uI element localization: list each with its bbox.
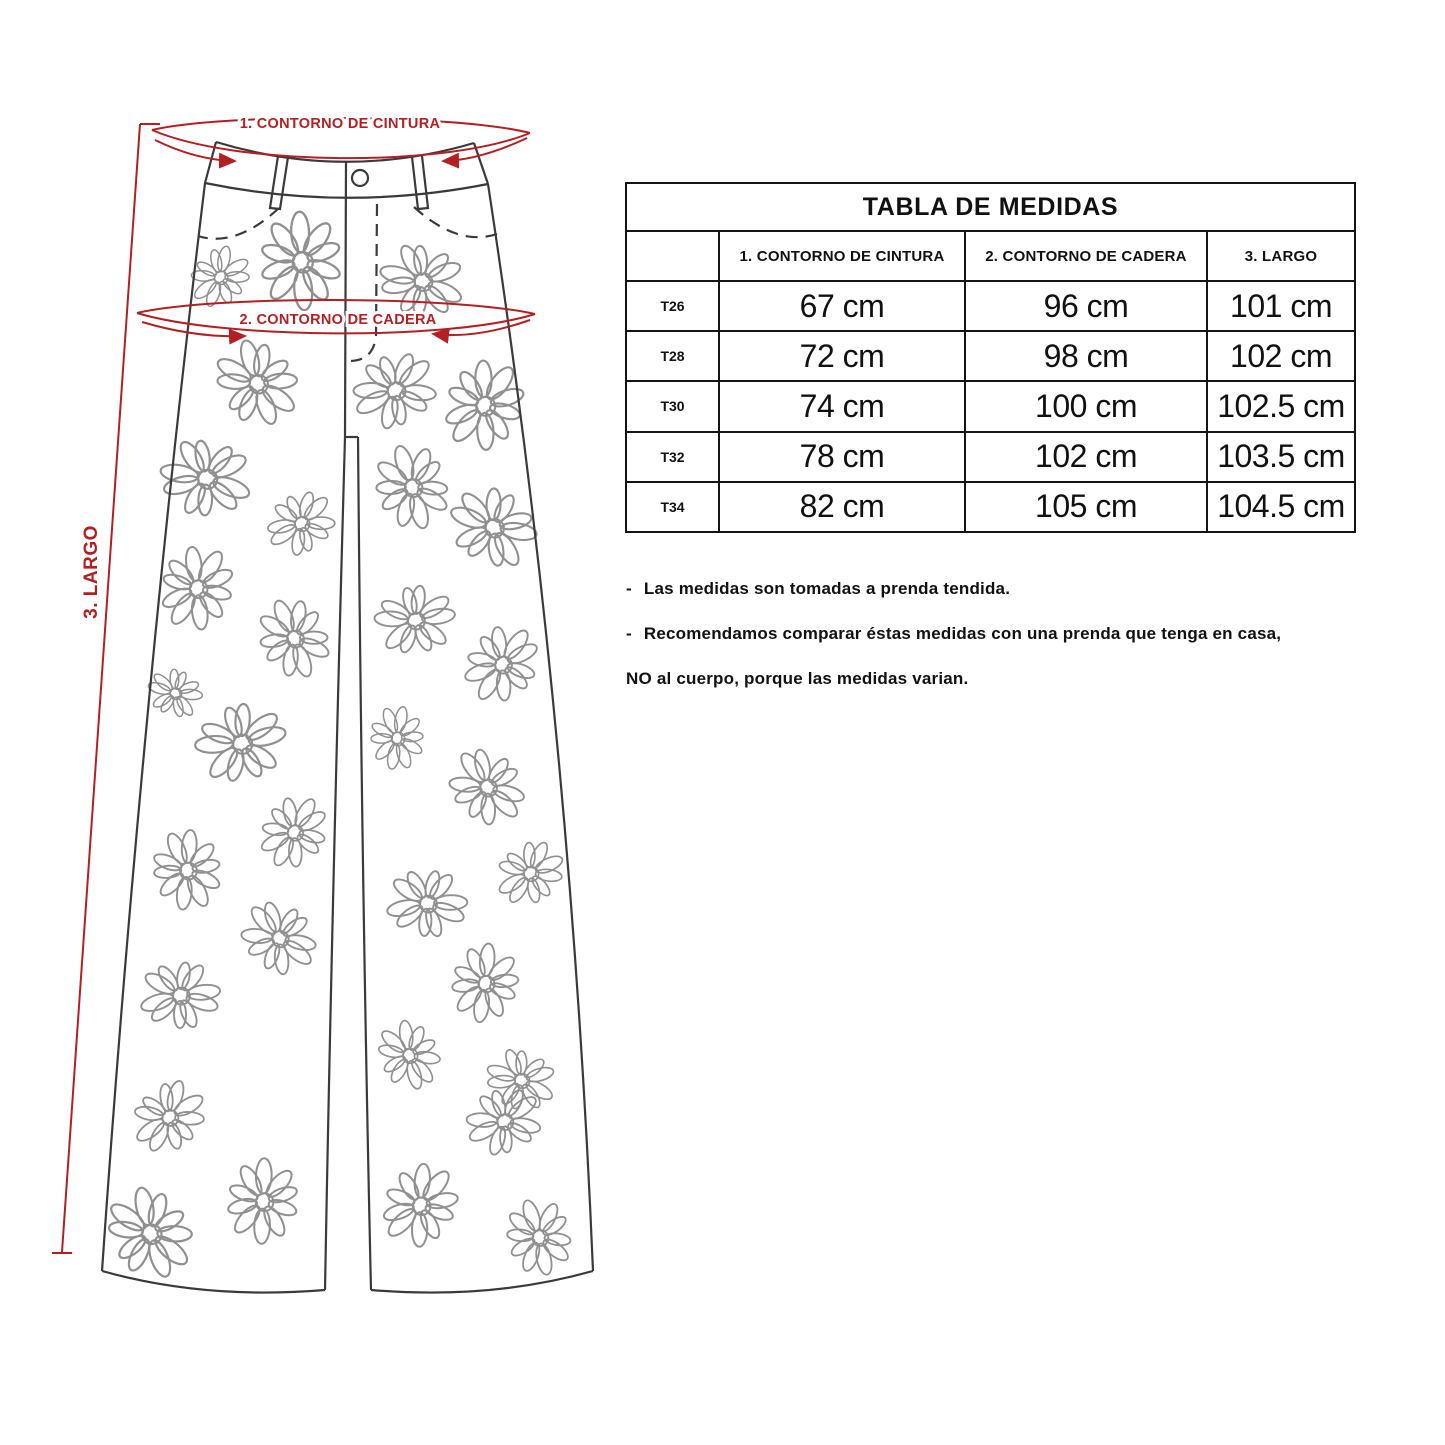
hip-label: 2. CONTORNO DE CADERA <box>239 312 437 328</box>
size-table <box>625 182 1356 533</box>
fly-stitch <box>351 204 377 361</box>
waist-arrow-right <box>444 138 527 161</box>
row-size-label: T28 <box>627 332 718 380</box>
table-cell: 102 cm <box>966 433 1206 481</box>
table-cell: 82 cm <box>720 483 964 531</box>
note-text: NO al cuerpo, porque las medidas varian. <box>626 668 969 688</box>
table-cell: 98 cm <box>966 332 1206 380</box>
right-pocket-curve <box>414 207 497 237</box>
button-icon <box>352 170 368 186</box>
belt-loop-right <box>412 156 428 209</box>
row-size-label: T32 <box>627 433 718 481</box>
right-inner-seam <box>358 437 371 1290</box>
stitch-lines <box>198 204 497 361</box>
table-cell: 102.5 cm <box>1208 382 1354 430</box>
notes-block <box>626 566 1416 701</box>
table-header-empty <box>627 232 718 280</box>
row-size-label: T26 <box>627 282 718 330</box>
daisy-pattern-icon <box>107 211 571 1279</box>
hip-arrow-right <box>434 320 530 335</box>
left-pocket-curve <box>198 208 279 239</box>
table-cell: 72 cm <box>720 332 964 380</box>
table-cell: 96 cm <box>966 282 1206 330</box>
table-header-waist: 1. CONTORNO DE CINTURA <box>720 232 964 280</box>
note-dash: - <box>626 623 632 643</box>
row-size-label: T30 <box>627 382 718 430</box>
row-size-label: T34 <box>627 483 718 531</box>
table-cell: 74 cm <box>720 382 964 430</box>
waistband-right-end <box>474 143 488 184</box>
table-cell: 102 cm <box>1208 332 1354 380</box>
table-title: TABLA DE MEDIDAS <box>627 184 1354 230</box>
length-dimension-line <box>62 124 140 1252</box>
table-cell: 105 cm <box>966 483 1206 531</box>
right-outer-seam <box>488 184 593 1271</box>
right-hem <box>371 1271 593 1293</box>
note-line <box>626 611 1416 656</box>
waist-label: 1. CONTORNO DE CINTURA <box>239 116 441 132</box>
left-hem <box>102 1271 325 1293</box>
table-cell: 103.5 cm <box>1208 433 1354 481</box>
note-line <box>626 656 1416 701</box>
table-cell: 67 cm <box>720 282 964 330</box>
note-text: Las medidas son tomadas a prenda tendida. <box>643 578 1011 598</box>
note-text: Recomendamos comparar éstas medidas con una prenda que tenga en casa, <box>643 623 1282 643</box>
table-header-length: 3. LARGO <box>1208 232 1354 280</box>
table-cell: 101 cm <box>1208 282 1354 330</box>
table-cell: 104.5 cm <box>1208 483 1354 531</box>
table-cell: 100 cm <box>966 382 1206 430</box>
note-dash: - <box>626 578 632 598</box>
left-inner-seam <box>325 437 345 1290</box>
length-label: 3. LARGO <box>81 525 102 619</box>
note-line <box>626 566 1416 611</box>
belt-loop-left <box>270 156 288 209</box>
table-cell: 78 cm <box>720 433 964 481</box>
table-header-hip: 2. CONTORNO DE CADERA <box>966 232 1206 280</box>
